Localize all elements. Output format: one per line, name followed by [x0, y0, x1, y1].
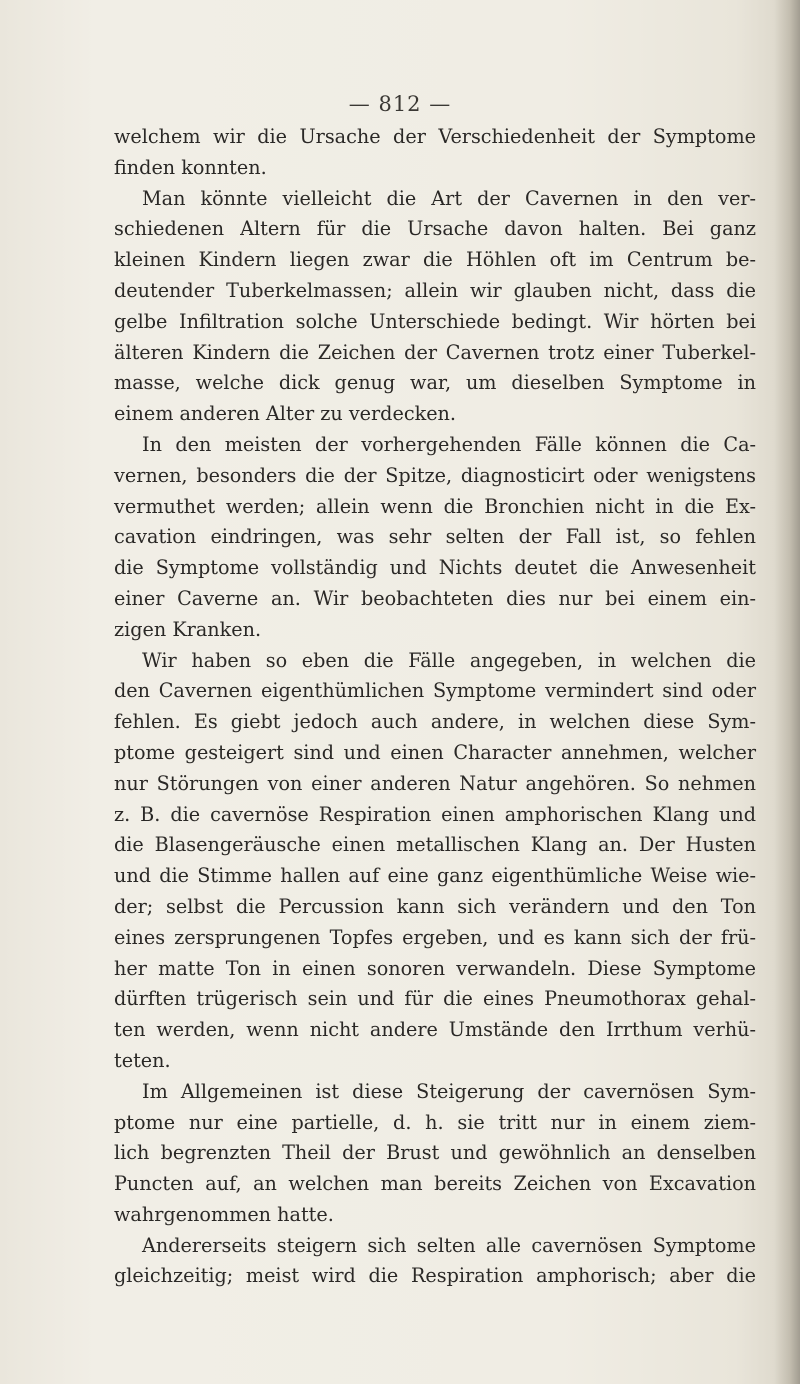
text-line: nur Störungen von einer anderen Natur angehören. So nehmen — [114, 771, 756, 795]
text-line: vernen, besonders die der Spitze, diagnosticirt oder wenigstens — [114, 463, 756, 487]
text-line: cavation eindringen, was sehr selten der Fall ist, so fehlen — [114, 525, 756, 549]
text-line: her matte Ton in einen sonoren verwandeln. Diese Symptome — [114, 956, 756, 980]
text-line: kleinen Kindern liegen zwar die Höhlen oft im Centrum be- — [114, 248, 756, 272]
text-line: Wir haben so eben die Fälle angegeben, in welchen die — [142, 648, 756, 672]
text-line: ptome gesteigert sind und einen Character annehmen, welcher — [114, 740, 756, 764]
text-line: älteren Kindern die Zeichen der Cavernen trotz einer Tuberkel- — [114, 340, 756, 364]
text-line: wahrgenommen hatte. — [114, 1202, 334, 1226]
text-line: deutender Tuberkelmassen; allein wir glauben nicht, dass die — [114, 278, 756, 302]
text-line: Man könnte vielleicht die Art der Cavernen in den ver- — [142, 186, 756, 210]
text-line: fehlen. Es giebt jedoch auch andere, in welchen diese Sym- — [114, 710, 756, 734]
text-line: und die Stimme hallen auf eine ganz eigenthümliche Weise wie- — [114, 864, 756, 888]
text-line: zigen Kranken. — [114, 617, 262, 641]
text-line: den Cavernen eigenthümlichen Symptome vermindert sind oder — [114, 679, 756, 703]
text-line: dürften trügerisch sein und für die eines Pneumothorax gehal- — [114, 987, 756, 1011]
text-line: teten. — [114, 1048, 171, 1072]
text-line: Andererseits steigern sich selten alle cavernösen Symptome — [142, 1233, 756, 1257]
text-line: vermuthet werden; allein wenn die Bronchien nicht in die Ex- — [114, 494, 756, 518]
text-line: Puncten auf, an welchen man bereits Zeichen von Excavation — [114, 1172, 756, 1196]
text-line: schiedenen Altern für die Ursache davon halten. Bei ganz — [114, 217, 756, 241]
page-number-header: — 812 — — [348, 92, 452, 116]
text-line: finden konnten. — [114, 155, 267, 179]
text-line: gleichzeitig; meist wird die Respiration amphorisch; aber die — [114, 1264, 756, 1288]
text-line: gelbe Infiltration solche Unterschiede bedingt. Wir hörten bei — [114, 309, 756, 333]
text-line: In den meisten der vorhergehenden Fälle können die Ca- — [142, 432, 756, 456]
page-edge-shadow — [774, 0, 800, 1384]
text-line: lich begrenzten Theil der Brust und gewöhnlich an denselben — [114, 1141, 756, 1165]
text-line: die Symptome vollständig und Nichts deutet die Anwesenheit — [114, 556, 756, 580]
body-text — [114, 122, 756, 1292]
text-line: einer Caverne an. Wir beobachteten dies nur bei einem ein- — [114, 586, 756, 610]
text-line: welchem wir die Ursache der Verschiedenheit der Symptome — [114, 125, 756, 148]
text-line: einem anderen Alter zu verdecken. — [114, 402, 457, 426]
text-line: die Blasengeräusche einen metallischen Klang an. Der Husten — [114, 833, 756, 857]
text-line: der; selbst die Percussion kann sich verändern und den Ton — [114, 894, 756, 918]
text-line: eines zersprungenen Topfes ergeben, und es kann sich der frü- — [114, 925, 756, 949]
text-line: Im Allgemeinen ist diese Steigerung der cavernösen Sym- — [142, 1079, 756, 1103]
text-line: ten werden, wenn nicht andere Umstände den Irrthum verhü- — [114, 1018, 756, 1042]
text-line: ptome nur eine partielle, d. h. sie tritt nur in einem ziem- — [114, 1110, 756, 1134]
text-line: masse, welche dick genug war, um dieselben Symptome in — [114, 371, 756, 395]
text-line: z. B. die cavernöse Respiration einen amphorischen Klang und — [114, 802, 756, 826]
